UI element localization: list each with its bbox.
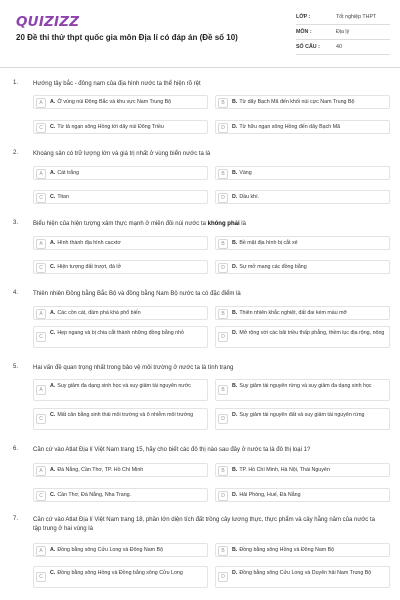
option-letter: D — [218, 572, 228, 582]
option-b[interactable] — [215, 379, 390, 401]
option-d[interactable] — [215, 408, 390, 430]
option-d[interactable] — [215, 566, 390, 588]
option-key: A. — [50, 170, 56, 176]
option-text: Hình thành địa hình cacxtơ — [57, 240, 121, 246]
info-row-subject — [296, 25, 390, 40]
option-text: TP. Hồ Chí Minh, Hà Nội, Thái Nguyên — [239, 467, 330, 473]
worksheet-info — [296, 10, 390, 55]
option-letter: A — [36, 169, 46, 179]
option-b[interactable] — [215, 236, 390, 250]
option-key: B. — [232, 240, 238, 246]
question-text: Căn cứ vào Atlat Địa lí Việt Nam trang 15, hãy cho biết các đô thị nào sau đây ở nước ta là đô thị loại 1? — [33, 447, 311, 453]
option-key: B. — [232, 99, 238, 105]
option-letter: C — [36, 193, 46, 203]
option-text: Suy giảm đa dạng sinh học và suy giảm tài nguyên nước — [57, 383, 191, 389]
option-key: A. — [50, 240, 56, 246]
option-a[interactable] — [33, 306, 208, 320]
info-value: Tốt nghiệp THPT — [336, 14, 377, 20]
option-letter: B — [218, 239, 228, 249]
option-key: A. — [50, 99, 56, 105]
option-text: Mở rộng với các bãi triều thấp phẳng, thềm lục địa rộng, nông — [239, 330, 385, 336]
option-letter: A — [36, 98, 46, 108]
option-letter: B — [218, 309, 228, 319]
option-key: A. — [50, 383, 56, 389]
option-key: A. — [50, 547, 56, 553]
option-text: Titan — [57, 194, 69, 200]
question-text: Hướng tây bắc - đông nam của địa hình nước ta thể hiện rõ rệt — [33, 81, 201, 87]
info-value: 40 — [336, 44, 342, 50]
option-d[interactable] — [215, 488, 390, 502]
option-c[interactable] — [33, 488, 208, 502]
option-letter: C — [36, 572, 46, 582]
option-letter: A — [36, 546, 46, 556]
option-d[interactable] — [215, 120, 390, 134]
option-letter: C — [36, 491, 46, 501]
option-d[interactable] — [215, 260, 390, 274]
option-text: Vàng — [239, 170, 252, 176]
option-key: C. — [50, 264, 56, 270]
question-text: Thiên nhiên Đồng bằng Bắc Bộ và đồng bằng Nam Bộ nước ta có đặc điểm là — [33, 291, 241, 297]
option-key: B. — [232, 170, 238, 176]
option-letter: D — [218, 123, 228, 133]
option-letter: B — [218, 98, 228, 108]
option-letter: D — [218, 332, 228, 342]
option-text: Đà Nẵng, Cần Thơ, TP. Hồ Chí Minh — [57, 467, 144, 473]
option-a[interactable] — [33, 463, 208, 477]
option-text: Đồng bằng sông Hồng và Đông Nam Bộ — [239, 547, 335, 553]
option-key: D. — [232, 194, 238, 200]
question-text: Hai vấn đề quan trọng nhất trong bảo vệ môi trường ở nước ta là tình trạng — [33, 365, 234, 371]
option-text: Từ hữu ngạn sông Hồng đến dãy Bạch Mã — [239, 124, 341, 130]
option-letter: B — [218, 546, 228, 556]
option-c[interactable] — [33, 566, 208, 588]
option-text: Đồng bằng sông Cửu Long và Đông Nam Bộ — [57, 547, 164, 553]
quizizz-logo: QUIZIZZ — [16, 14, 80, 30]
option-b[interactable] — [215, 543, 390, 557]
option-text: Đồng bằng sông Cửu Long và Duyên hải Nam Trung Bộ — [239, 570, 372, 576]
info-label: LỚP : — [296, 14, 311, 20]
option-key: C. — [50, 330, 56, 336]
option-key: B. — [232, 467, 238, 473]
option-letter: D — [218, 263, 228, 273]
option-text: Mất cân bằng sinh thái môi trường và ô nhiễm môi trường — [57, 412, 194, 418]
option-c[interactable] — [33, 260, 208, 274]
option-key: C. — [50, 412, 56, 418]
option-letter: B — [218, 466, 228, 476]
option-c[interactable] — [33, 120, 208, 134]
option-key: C. — [50, 194, 56, 200]
question-number: 7. — [13, 516, 19, 522]
option-text: Suy giảm tài nguyên rừng và suy giảm đa dạng sinh học — [239, 383, 372, 389]
worksheet-title: 20 Đề thi thử thpt quốc gia môn Địa lí có đáp án (Đề số 10) — [16, 33, 238, 42]
worksheet-header — [0, 0, 400, 68]
option-text: Bề mặt địa hình bị cắt xẻ — [239, 240, 298, 246]
option-text: Cát trắng — [57, 170, 80, 176]
option-c[interactable] — [33, 326, 208, 348]
question-number: 4. — [13, 290, 19, 296]
option-text: Sự mở mang các đồng bằng — [239, 264, 307, 270]
option-text: Dầu khí. — [239, 194, 260, 200]
option-letter: C — [36, 263, 46, 273]
option-key: B. — [232, 547, 238, 553]
option-b[interactable] — [215, 95, 390, 109]
info-label: MÔN : — [296, 29, 312, 35]
option-text: Cần Thơ, Đà Nẵng, Nha Trang. — [57, 492, 132, 498]
option-d[interactable] — [215, 326, 390, 348]
option-b[interactable] — [215, 166, 390, 180]
question-number: 2. — [13, 150, 19, 156]
option-key: C. — [50, 124, 56, 130]
question-number: 6. — [13, 446, 19, 452]
option-a[interactable] — [33, 543, 208, 557]
question-number: 1. — [13, 80, 19, 86]
info-row-question-count — [296, 40, 390, 55]
question-number: 5. — [13, 364, 19, 370]
option-key: B. — [232, 310, 238, 316]
option-text: Hải Phòng, Huế, Đà Nẵng — [239, 492, 301, 498]
option-key: D. — [232, 412, 238, 418]
question-number: 3. — [13, 220, 19, 226]
option-letter: C — [36, 332, 46, 342]
info-row-class — [296, 10, 390, 25]
option-key: D. — [232, 492, 238, 498]
option-letter: A — [36, 385, 46, 395]
option-a[interactable] — [33, 379, 208, 401]
option-text: Các cồn cát, đầm phá khá phổ biến — [57, 310, 141, 316]
option-text: Suy giảm tài nguyên đất và suy giảm tài nguyên rừng — [239, 412, 365, 418]
option-letter: A — [36, 239, 46, 249]
option-key: D. — [232, 264, 238, 270]
option-c[interactable] — [33, 190, 208, 204]
option-key: D. — [232, 570, 238, 576]
option-key: D. — [232, 124, 238, 130]
option-letter: D — [218, 414, 228, 424]
option-key: D. — [232, 330, 238, 336]
info-value: Địa lý — [336, 29, 350, 35]
option-text: Từ tả ngạn sông Hồng tới dãy núi Đông Triều — [57, 124, 164, 130]
option-letter: C — [36, 414, 46, 424]
option-letter: B — [218, 385, 228, 395]
option-key: C. — [50, 570, 56, 576]
option-letter: D — [218, 193, 228, 203]
option-text: Đồng bằng sông Hồng và Đồng bằng sông Cửu Long — [57, 570, 183, 576]
option-a[interactable] — [33, 236, 208, 250]
option-key: B. — [232, 383, 238, 389]
question-emphasis: không phải — [207, 221, 240, 227]
option-key: A. — [50, 467, 56, 473]
info-label: SỐ CÂU : — [296, 44, 320, 50]
option-text: Ở vùng núi Đông Bắc và khu vực Nam Trung Bộ — [57, 99, 172, 105]
option-text: Hẹp ngang và bị chia cắt thành những đồng bằng nhỏ — [57, 330, 184, 336]
option-letter: B — [218, 169, 228, 179]
option-text: Từ dãy Bạch Mã đến khối núi cực Nam Trung Bộ — [239, 99, 355, 105]
option-text: Hiện tượng đất trượt, đá lở — [57, 264, 122, 270]
option-key: C. — [50, 492, 56, 498]
option-d[interactable] — [215, 190, 390, 204]
option-c[interactable] — [33, 408, 208, 430]
question-text: Căn cứ vào Atlat Địa lí Việt Nam trang 18, phần lớn diện tích đất trồng cây lương thực, thực phẩm và cây hằng năm của nước ta tập trung ở hai vùng là — [33, 517, 375, 532]
question-text: Khoáng sản có trữ lượng lớn và giá trị nhất ở vùng biển nước ta là — [33, 151, 211, 157]
option-a[interactable] — [33, 166, 208, 180]
option-a[interactable] — [33, 95, 208, 109]
option-text: Thiên nhiên khắc nghiệt, đất đai kém màu mỡ — [239, 310, 348, 316]
option-b[interactable] — [215, 463, 390, 477]
option-letter: C — [36, 123, 46, 133]
option-letter: A — [36, 466, 46, 476]
option-b[interactable] — [215, 306, 390, 320]
question-text: Biểu hiện của hiện tượng xâm thực mạnh ở miền đồi núi nước ta không phải là — [33, 221, 246, 227]
option-letter: A — [36, 309, 46, 319]
option-letter: D — [218, 491, 228, 501]
option-key: A. — [50, 310, 56, 316]
